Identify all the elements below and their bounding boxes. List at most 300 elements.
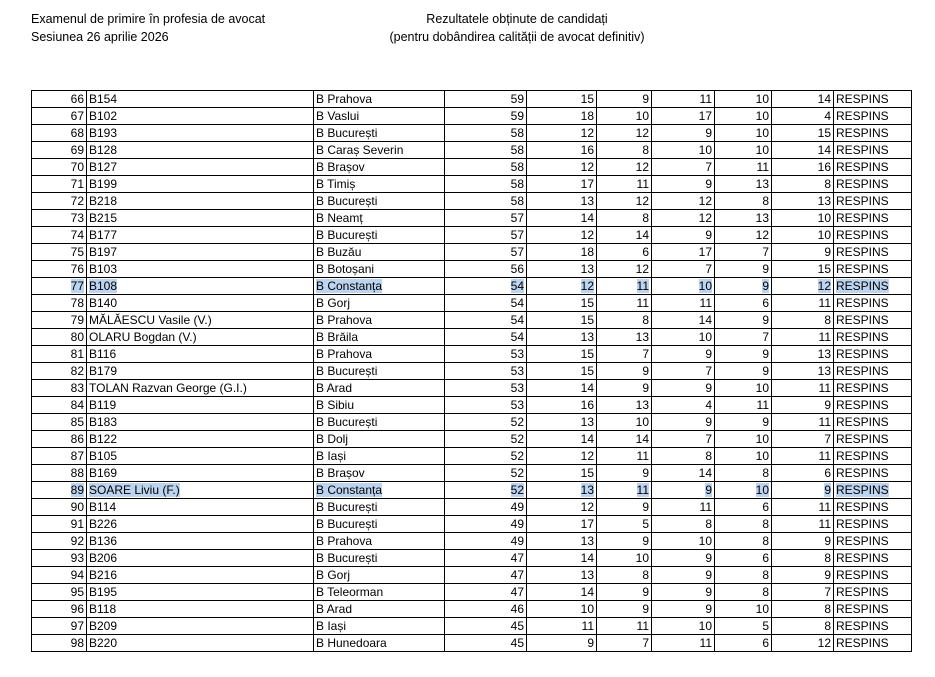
cell-score-1	[527, 550, 597, 567]
cell-candidate	[87, 227, 314, 244]
cell-candidate-text: B197	[89, 245, 118, 259]
cell-nr-text: 81	[70, 347, 84, 361]
cell-score-5	[772, 635, 834, 652]
cell-nr-text: 91	[70, 517, 84, 531]
cell-result	[834, 346, 912, 363]
cell-score-4	[715, 244, 772, 261]
cell-score-5	[772, 584, 834, 601]
cell-score-2-text: 14	[635, 432, 649, 446]
cell-result	[834, 550, 912, 567]
cell-candidate	[87, 142, 314, 159]
cell-total-text: 57	[510, 228, 524, 242]
cell-score-2	[597, 261, 652, 278]
cell-score-2	[597, 312, 652, 329]
cell-score-2	[597, 533, 652, 550]
cell-total	[445, 618, 527, 635]
cell-total-text: 49	[510, 534, 524, 548]
cell-score-1-text: 12	[580, 500, 594, 514]
cell-nr	[32, 431, 87, 448]
cell-score-4-text: 10	[755, 483, 769, 497]
cell-total-text: 49	[510, 517, 524, 531]
cell-score-1	[527, 584, 597, 601]
cell-score-2-text: 9	[642, 534, 649, 548]
cell-score-3	[652, 108, 715, 125]
cell-nr	[32, 499, 87, 516]
cell-score-2	[597, 363, 652, 380]
cell-score-3	[652, 482, 715, 499]
cell-candidate-text: B195	[89, 585, 118, 599]
cell-barou	[314, 550, 445, 567]
cell-score-5-text: 11	[818, 296, 831, 310]
cell-score-5	[772, 295, 834, 312]
cell-score-5-text: 13	[817, 364, 831, 378]
cell-result-text: RESPINS	[836, 279, 889, 293]
cell-candidate	[87, 465, 314, 482]
cell-score-3-text: 9	[705, 551, 712, 565]
cell-result	[834, 210, 912, 227]
table-row	[32, 142, 912, 159]
cell-score-1-text: 12	[580, 449, 594, 463]
cell-barou-text: B Teleorman	[316, 585, 384, 599]
cell-nr	[32, 635, 87, 652]
cell-candidate-text: B183	[89, 415, 118, 429]
cell-candidate-text: B209	[89, 619, 118, 633]
cell-score-4	[715, 431, 772, 448]
cell-score-2-text: 10	[635, 415, 649, 429]
cell-score-5-text: 15	[817, 262, 831, 276]
cell-score-1-text: 18	[580, 109, 594, 123]
cell-total-text: 47	[510, 568, 524, 582]
cell-score-4-text: 9	[762, 415, 769, 429]
table-row	[32, 533, 912, 550]
cell-nr	[32, 618, 87, 635]
cell-candidate-text: B105	[89, 449, 118, 463]
cell-candidate-text: B103	[89, 262, 118, 276]
cell-score-5	[772, 465, 834, 482]
cell-barou	[314, 346, 445, 363]
cell-score-2-text: 10	[635, 551, 649, 565]
cell-result-text: RESPINS	[836, 398, 889, 412]
cell-score-4	[715, 159, 772, 176]
cell-total-text: 53	[510, 381, 524, 395]
cell-score-1-text: 12	[580, 160, 594, 174]
cell-total	[445, 312, 527, 329]
cell-score-3-text: 11	[699, 500, 712, 514]
cell-nr-text: 67	[70, 109, 84, 123]
cell-score-2	[597, 176, 652, 193]
cell-score-2	[597, 278, 652, 295]
cell-score-1	[527, 210, 597, 227]
cell-score-5-text: 11	[818, 449, 831, 463]
cell-barou	[314, 295, 445, 312]
table-row	[32, 278, 912, 295]
cell-score-5-text: 4	[824, 109, 831, 123]
cell-nr	[32, 329, 87, 346]
cell-nr-text: 90	[70, 500, 84, 514]
cell-score-4	[715, 584, 772, 601]
table-row	[32, 601, 912, 618]
cell-score-5-text: 16	[817, 160, 831, 174]
table-row	[32, 550, 912, 567]
cell-score-2	[597, 380, 652, 397]
cell-candidate	[87, 397, 314, 414]
cell-score-1	[527, 397, 597, 414]
cell-score-1	[527, 312, 597, 329]
cell-candidate	[87, 108, 314, 125]
cell-nr-text: 66	[70, 92, 84, 106]
cell-score-5-text: 11	[818, 381, 831, 395]
cell-nr-text: 72	[70, 194, 84, 208]
cell-candidate	[87, 210, 314, 227]
cell-result-text: RESPINS	[836, 517, 889, 531]
cell-score-3-text: 10	[698, 279, 712, 293]
cell-nr-text: 84	[70, 398, 84, 412]
cell-score-3	[652, 363, 715, 380]
cell-total-text: 52	[510, 432, 524, 446]
cell-candidate	[87, 159, 314, 176]
cell-score-3-text: 11	[699, 636, 712, 650]
cell-score-3	[652, 91, 715, 108]
cell-score-1	[527, 176, 597, 193]
cell-candidate-text: B179	[89, 364, 118, 378]
cell-result	[834, 380, 912, 397]
cell-nr	[32, 142, 87, 159]
table-row	[32, 635, 912, 652]
table-row	[32, 108, 912, 125]
cell-score-4-text: 8	[762, 568, 769, 582]
cell-total-text: 47	[510, 585, 524, 599]
cell-total-text: 54	[510, 330, 524, 344]
cell-score-1	[527, 516, 597, 533]
cell-score-4	[715, 142, 772, 159]
cell-score-2	[597, 142, 652, 159]
cell-barou	[314, 414, 445, 431]
cell-total	[445, 125, 527, 142]
cell-score-3	[652, 176, 715, 193]
cell-barou-text: B Prahova	[316, 313, 373, 327]
cell-score-2	[597, 550, 652, 567]
cell-score-1-text: 13	[580, 194, 594, 208]
cell-candidate	[87, 448, 314, 465]
cell-total-text: 57	[510, 211, 524, 225]
cell-total-text: 59	[510, 92, 524, 106]
cell-result	[834, 142, 912, 159]
cell-barou-text: B Gorj	[316, 568, 351, 582]
cell-nr	[32, 176, 87, 193]
cell-score-1	[527, 482, 597, 499]
cell-score-2-text: 8	[642, 143, 649, 157]
cell-score-5	[772, 227, 834, 244]
cell-candidate	[87, 125, 314, 142]
cell-score-5	[772, 533, 834, 550]
cell-barou-text: B Arad	[316, 381, 353, 395]
cell-score-1	[527, 125, 597, 142]
cell-score-4-text: 10	[755, 126, 769, 140]
cell-nr	[32, 159, 87, 176]
cell-barou	[314, 210, 445, 227]
cell-score-1	[527, 499, 597, 516]
cell-score-3-text: 12	[698, 211, 712, 225]
cell-barou-text: B Brăila	[316, 330, 359, 344]
cell-result-text: RESPINS	[836, 228, 889, 242]
cell-nr-text: 97	[70, 619, 84, 633]
cell-total-text: 59	[510, 109, 524, 123]
cell-score-1-text: 15	[580, 347, 594, 361]
cell-score-5	[772, 431, 834, 448]
cell-score-1	[527, 278, 597, 295]
cell-candidate-text: B154	[89, 92, 118, 106]
cell-score-5-text: 12	[817, 279, 831, 293]
cell-barou-text: B Prahova	[316, 347, 373, 361]
cell-score-2-text: 9	[642, 381, 649, 395]
cell-total-text: 53	[510, 347, 524, 361]
cell-nr-text: 93	[70, 551, 84, 565]
document-header-left	[31, 10, 265, 46]
cell-total	[445, 601, 527, 618]
cell-nr	[32, 465, 87, 482]
cell-score-4	[715, 482, 772, 499]
table-row	[32, 125, 912, 142]
cell-result-text: RESPINS	[836, 585, 889, 599]
cell-barou	[314, 261, 445, 278]
cell-barou	[314, 499, 445, 516]
cell-result-text: RESPINS	[836, 568, 889, 582]
cell-result-text: RESPINS	[836, 262, 889, 276]
cell-barou-text: B Gorj	[316, 296, 351, 310]
cell-result-text: RESPINS	[836, 245, 889, 259]
cell-barou-text: B București	[316, 126, 378, 140]
cell-result-text: RESPINS	[836, 347, 889, 361]
cell-score-4-text: 8	[762, 585, 769, 599]
cell-score-4	[715, 91, 772, 108]
cell-nr	[32, 397, 87, 414]
table-row	[32, 193, 912, 210]
cell-score-4-text: 10	[755, 381, 769, 395]
cell-result	[834, 278, 912, 295]
cell-score-3	[652, 601, 715, 618]
cell-nr-text: 75	[70, 245, 84, 259]
cell-score-1-text: 16	[580, 398, 594, 412]
cell-score-1	[527, 142, 597, 159]
table-row	[32, 363, 912, 380]
cell-candidate-text: B220	[89, 636, 118, 650]
cell-nr	[32, 414, 87, 431]
cell-total	[445, 142, 527, 159]
table-row	[32, 159, 912, 176]
cell-score-2-text: 13	[635, 330, 649, 344]
cell-score-5	[772, 380, 834, 397]
cell-score-4-text: 10	[755, 92, 769, 106]
cell-candidate	[87, 516, 314, 533]
table-row	[32, 346, 912, 363]
cell-total	[445, 482, 527, 499]
cell-result-text: RESPINS	[836, 602, 889, 616]
cell-result-text: RESPINS	[836, 364, 889, 378]
cell-score-4-text: 5	[762, 619, 769, 633]
cell-barou	[314, 193, 445, 210]
cell-score-5-text: 8	[824, 619, 831, 633]
table-row	[32, 618, 912, 635]
cell-score-4	[715, 516, 772, 533]
cell-score-1-text: 13	[580, 330, 594, 344]
cell-score-1	[527, 414, 597, 431]
cell-score-4-text: 6	[762, 500, 769, 514]
cell-score-4	[715, 278, 772, 295]
cell-barou-text: B Botoșani	[316, 262, 375, 276]
cell-score-2-text: 11	[636, 296, 649, 310]
cell-barou	[314, 244, 445, 261]
cell-score-2-text: 9	[642, 364, 649, 378]
table-row	[32, 465, 912, 482]
cell-score-5-text: 6	[824, 466, 831, 480]
cell-score-1-text: 9	[587, 636, 594, 650]
cell-result	[834, 567, 912, 584]
cell-score-3	[652, 125, 715, 142]
cell-score-1-text: 18	[580, 245, 594, 259]
cell-score-2-text: 9	[642, 500, 649, 514]
cell-nr-text: 87	[70, 449, 84, 463]
cell-score-3	[652, 448, 715, 465]
cell-score-1	[527, 227, 597, 244]
cell-candidate-text: B193	[89, 126, 118, 140]
cell-score-2	[597, 159, 652, 176]
cell-candidate	[87, 329, 314, 346]
cell-score-3	[652, 244, 715, 261]
cell-score-3-text: 7	[705, 160, 712, 174]
cell-score-2-text: 5	[642, 517, 649, 531]
cell-score-1	[527, 295, 597, 312]
cell-total-text: 52	[510, 483, 524, 497]
cell-result	[834, 516, 912, 533]
cell-score-3-text: 17	[698, 245, 712, 259]
cell-candidate-text: B127	[89, 160, 118, 174]
cell-total	[445, 91, 527, 108]
document-header-right	[372, 10, 662, 46]
cell-total-text: 46	[510, 602, 524, 616]
cell-candidate	[87, 550, 314, 567]
cell-score-1	[527, 91, 597, 108]
cell-barou	[314, 397, 445, 414]
cell-score-3-text: 11	[699, 92, 712, 106]
cell-score-3	[652, 329, 715, 346]
cell-barou	[314, 108, 445, 125]
cell-score-1	[527, 635, 597, 652]
cell-score-1	[527, 533, 597, 550]
cell-result-text: RESPINS	[836, 92, 889, 106]
cell-score-4	[715, 363, 772, 380]
cell-score-3	[652, 635, 715, 652]
cell-candidate	[87, 363, 314, 380]
cell-candidate	[87, 261, 314, 278]
cell-score-1-text: 14	[580, 432, 594, 446]
table-row	[32, 397, 912, 414]
cell-nr	[32, 363, 87, 380]
cell-score-4	[715, 601, 772, 618]
cell-result	[834, 431, 912, 448]
exam-title: Examenul de primire în profesia de avocat	[31, 12, 266, 26]
cell-score-5-text: 11	[818, 415, 831, 429]
cell-score-1	[527, 363, 597, 380]
cell-barou-text: B București	[316, 364, 378, 378]
cell-result	[834, 312, 912, 329]
cell-score-1	[527, 465, 597, 482]
cell-barou	[314, 431, 445, 448]
cell-score-3	[652, 210, 715, 227]
cell-barou-text: B Constanța	[316, 279, 383, 293]
cell-score-4	[715, 618, 772, 635]
cell-barou-text: B Prahova	[316, 92, 373, 106]
cell-candidate-text: B102	[89, 109, 118, 123]
cell-score-5-text: 14	[817, 143, 831, 157]
cell-score-3	[652, 295, 715, 312]
cell-barou	[314, 618, 445, 635]
cell-barou	[314, 312, 445, 329]
cell-barou	[314, 329, 445, 346]
table-row	[32, 448, 912, 465]
cell-score-5	[772, 414, 834, 431]
cell-total	[445, 363, 527, 380]
cell-result-text: RESPINS	[836, 483, 889, 497]
cell-result	[834, 397, 912, 414]
cell-score-1	[527, 346, 597, 363]
cell-result	[834, 108, 912, 125]
cell-score-4-text: 11	[756, 160, 769, 174]
cell-score-2	[597, 584, 652, 601]
cell-result	[834, 261, 912, 278]
cell-score-2-text: 7	[642, 347, 649, 361]
cell-result-text: RESPINS	[836, 415, 889, 429]
cell-result	[834, 584, 912, 601]
cell-result-text: RESPINS	[836, 211, 889, 225]
cell-score-5	[772, 363, 834, 380]
cell-score-3-text: 7	[705, 364, 712, 378]
cell-candidate-text: B215	[89, 211, 118, 225]
cell-candidate-text: B108	[89, 279, 118, 293]
cell-result-text: RESPINS	[836, 143, 889, 157]
table-row	[32, 210, 912, 227]
cell-candidate-text: B199	[89, 177, 118, 191]
cell-score-1-text: 16	[580, 143, 594, 157]
cell-score-1	[527, 567, 597, 584]
cell-score-2-text: 12	[635, 262, 649, 276]
cell-score-4	[715, 397, 772, 414]
cell-score-3-text: 9	[705, 568, 712, 582]
cell-result	[834, 91, 912, 108]
cell-score-4-text: 8	[762, 194, 769, 208]
cell-score-1	[527, 193, 597, 210]
cell-score-5	[772, 550, 834, 567]
cell-score-5	[772, 91, 834, 108]
cell-total	[445, 397, 527, 414]
cell-score-3-text: 7	[705, 262, 712, 276]
cell-candidate	[87, 91, 314, 108]
cell-score-1-text: 14	[580, 585, 594, 599]
cell-score-2	[597, 567, 652, 584]
cell-score-3	[652, 278, 715, 295]
cell-nr	[32, 261, 87, 278]
cell-score-2-text: 13	[635, 398, 649, 412]
cell-total-text: 47	[510, 551, 524, 565]
cell-score-5-text: 9	[824, 534, 831, 548]
cell-score-3	[652, 397, 715, 414]
cell-nr	[32, 516, 87, 533]
results-rows	[32, 91, 912, 652]
cell-score-5-text: 9	[824, 483, 831, 497]
cell-result-text: RESPINS	[836, 381, 889, 395]
cell-score-3	[652, 261, 715, 278]
cell-score-4-text: 9	[762, 279, 769, 293]
cell-result	[834, 635, 912, 652]
